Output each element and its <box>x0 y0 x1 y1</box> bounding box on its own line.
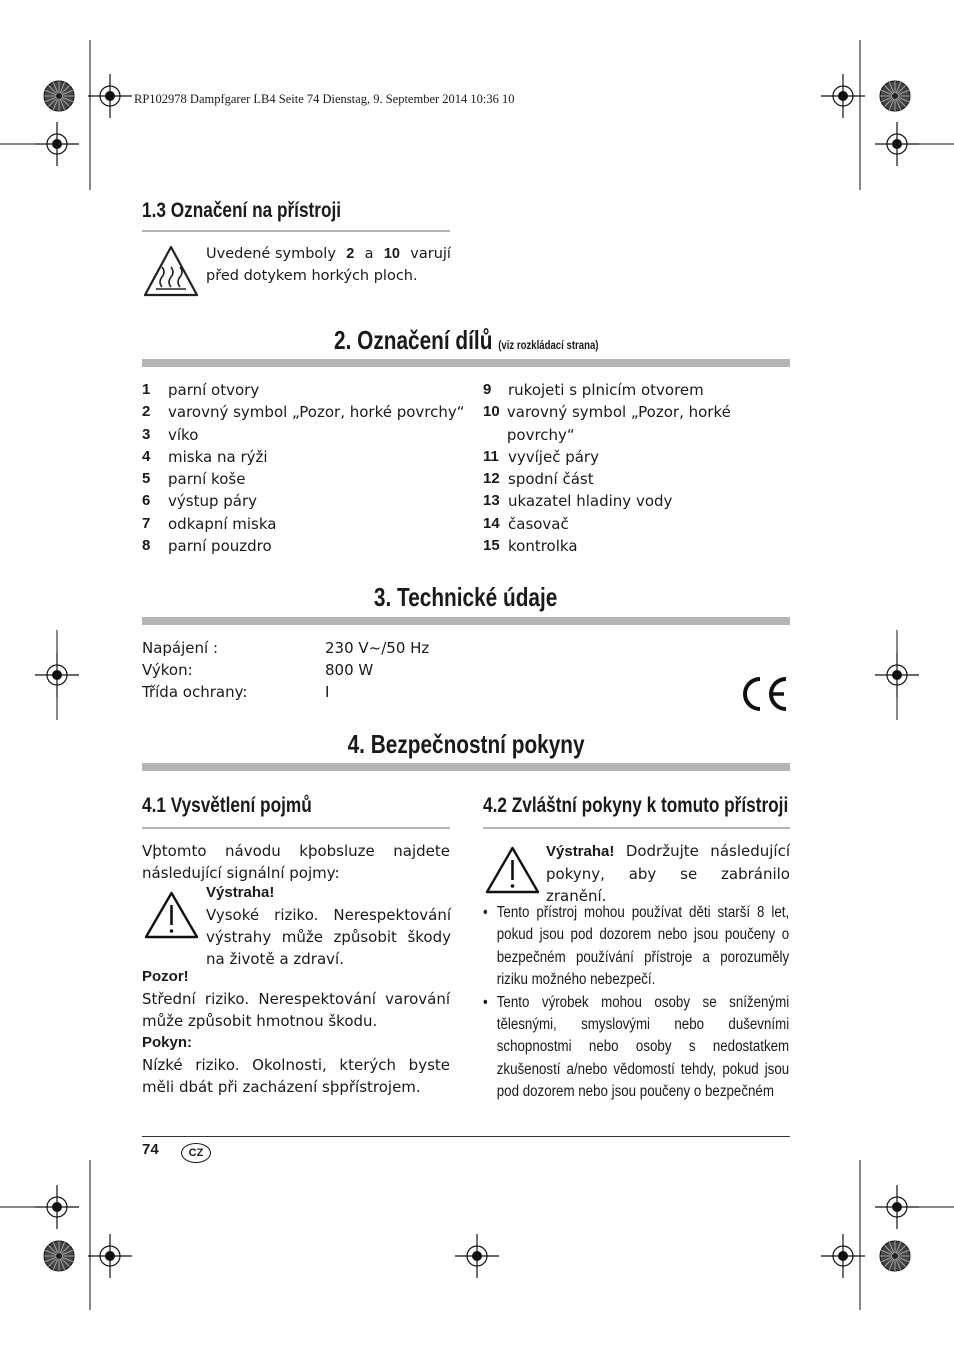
list-item: 3 víko <box>142 425 199 444</box>
warning-text: Vysoké riziko. Nerespektování výstrahy může způsobit škody na životě a zdraví. <box>206 906 451 968</box>
section-3-rule <box>142 617 790 625</box>
note-text: Nízké riziko. Okolnosti, kterých byste měli dbát při zacházení sþpřístrojem. <box>142 1056 450 1096</box>
print-info-line: RP102978 Dampfgarer LB4 Seite 74 Dienstag, 9. September 2014 10:36 10 <box>134 92 515 106</box>
section-4-title: 4. Bezpečnostní pokyny <box>347 729 585 759</box>
page-number: 74 <box>142 1141 159 1158</box>
section-4-1-caution <box>142 966 450 1098</box>
section-2-heading <box>142 325 790 356</box>
list-item: 7 odkapní miska <box>142 514 277 533</box>
list-item: 4 miska na rýži <box>142 447 268 466</box>
list-item: 5 parní koše <box>142 470 246 489</box>
section-4-2-title: 4.2 Zvláštní pokyny k tomuto přístroji <box>483 794 789 817</box>
symbol-number-b: 10 <box>383 246 400 262</box>
list-item: 15 kontrolka <box>483 537 578 556</box>
ce-mark-icon <box>738 675 790 713</box>
warning-text: Dodržujte následující pokyny, aby se zabránilo zranění. <box>546 842 790 905</box>
tech-specs-table <box>142 637 542 703</box>
list-item: 10 varovný symbol „Pozor, horké povrchy“ <box>483 403 731 444</box>
note-mid: varují <box>410 246 451 262</box>
list-item: 14 časovač <box>483 514 569 533</box>
warning-triangle-icon <box>143 890 200 940</box>
note-conjunction: a <box>364 246 374 262</box>
list-item: 2 varovný symbol „Pozor, horké povrchy“ <box>142 403 465 422</box>
section-4-1-rule <box>142 827 450 829</box>
list-item: 6 výstup páry <box>142 492 258 511</box>
section-4-2-rule <box>483 827 790 829</box>
list-item: 8 parní pouzdro <box>142 537 272 556</box>
section-4-heading <box>142 729 790 760</box>
warning-triangle-icon <box>484 845 541 895</box>
list-item: 9 rukojeti s plnicím otvorem <box>483 381 704 399</box>
section-4-1-title: 4.1 Vysvětlení pojmů <box>142 794 312 817</box>
footer-rule <box>142 1136 790 1137</box>
section-4-2-bullets <box>483 902 790 1104</box>
section-2-title: 2. Označení dílů <box>333 325 493 355</box>
section-1-3-rule <box>142 230 450 232</box>
table-row: Výkon: 800 W <box>142 661 374 679</box>
section-1-3-title: 1.3 Označení na přístroji <box>142 199 342 222</box>
section-4-1-warning <box>206 882 451 970</box>
table-row: Napájení : 230 V~/50 Hz <box>142 639 430 657</box>
section-4-2-warning <box>546 840 790 907</box>
caution-label: Pozor! <box>142 968 189 985</box>
section-2-title-note: (viz rozkládací strana) <box>497 338 599 352</box>
table-row: Třída ochrany: I <box>142 683 330 701</box>
hot-surface-icon <box>142 243 200 299</box>
parts-list-left <box>142 379 472 557</box>
section-1-3-note <box>206 243 451 287</box>
list-item: 11 vyvíječ páry <box>483 447 599 466</box>
warning-label: Výstraha! <box>546 843 615 860</box>
section-4-1-intro: Vþtomto návodu kþobsluze najdete následující signální pojmy: <box>142 842 450 882</box>
parts-list-right <box>483 379 790 557</box>
section-4-rule <box>142 763 790 771</box>
symbol-number-a: 2 <box>346 246 355 262</box>
section-3-heading <box>142 582 790 613</box>
caution-text: Střední riziko. Nerespektování varování může způsobit hmotnou škodu. <box>142 990 450 1030</box>
section-2-rule <box>142 359 790 367</box>
note-label: Pokyn: <box>142 1034 193 1051</box>
list-item: • Tento výrobek mohou osoby se sníženými tělesnými, smyslovými nebo duševními schopnostmi nebo osoby s nedostatkem zkušeností a/nebo vědomostí tehdy, pokud jsou pod dozorem nebo jsou poučeny o bezpečném <box>483 993 790 1101</box>
language-badge: CZ <box>181 1143 211 1163</box>
section-3-title: 3. Technické údaje <box>374 582 558 612</box>
list-item: 12 spodní část <box>483 470 594 489</box>
list-item: 13 ukazatel hladiny vody <box>483 492 673 511</box>
note-prefix: Uvedené symboly <box>206 246 336 262</box>
warning-label: Výstraha! <box>206 884 275 901</box>
note-line-2: před dotykem horkých ploch. <box>206 268 418 284</box>
list-item: • Tento přístroj mohou používat děti starší 8 let, pokud jsou pod dozorem nebo jsou poučeny o bezpečném používání přístroje a porozuměly riziku možného nebezpečí. <box>483 904 790 989</box>
list-item: 1 parní otvory <box>142 381 260 399</box>
